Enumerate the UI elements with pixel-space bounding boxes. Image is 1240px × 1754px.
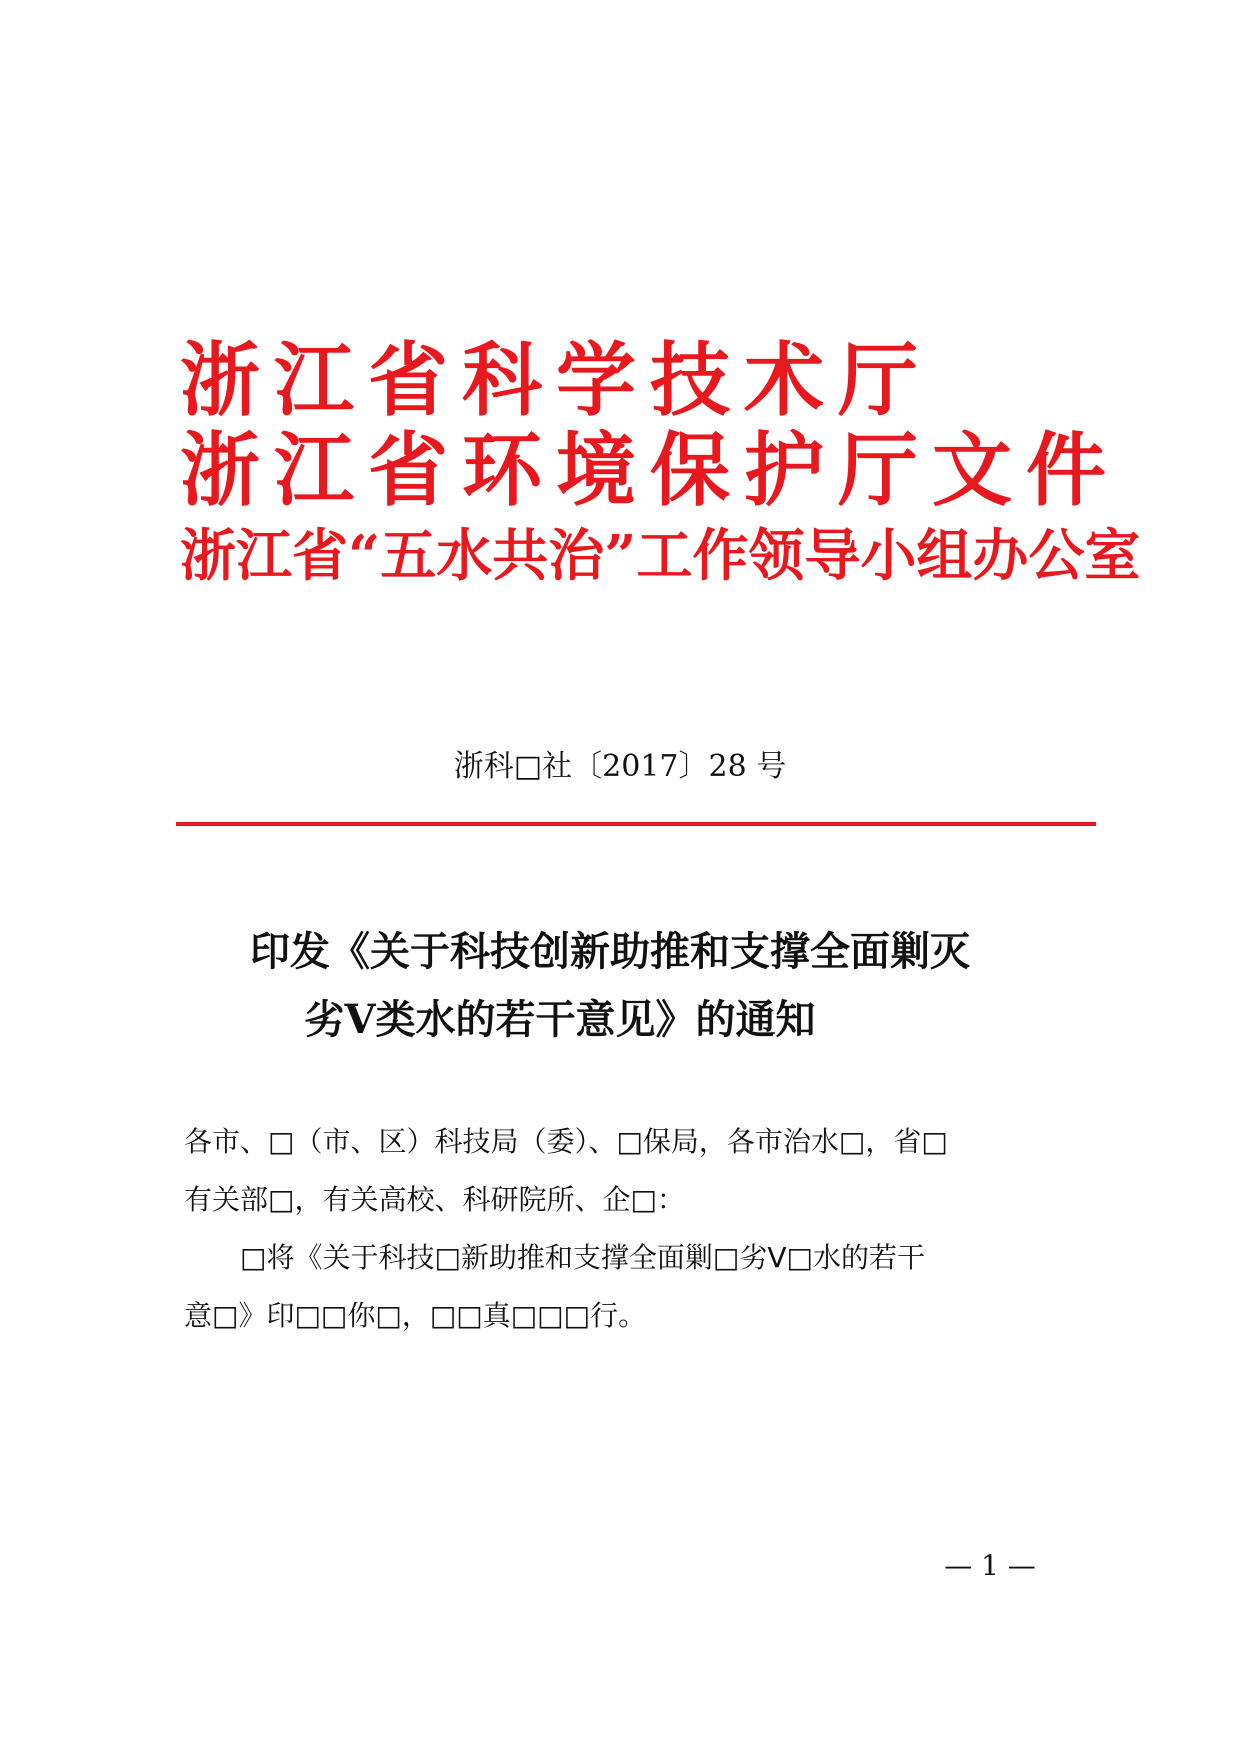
page-number: — 1 — — [944, 1549, 1036, 1582]
issuing-org-line-3: 浙江省“五水共治”工作领导小组办公室 — [180, 523, 1141, 589]
addressee-line-2: 有关部□，有关高校、科研院所、企□： — [184, 1183, 685, 1216]
body-paragraph-line-2: 意□》印□□你□，□□真□□□行。 — [184, 1299, 647, 1332]
notice-title-line-1: 印发《关于科技创新助推和支撑全面剿灭 — [250, 928, 970, 975]
red-divider-line — [176, 822, 1096, 826]
issuing-org-line-2: 浙江省环境保护厅文件 — [180, 423, 1120, 517]
addressee-line-1: 各市、□（市、区）科技局（委）、□保局，各市治水□，省□ — [184, 1125, 948, 1158]
document-number: 浙科□社〔2017〕28 号 — [453, 749, 787, 784]
issuing-org-line-1: 浙江省科学技术厅 — [180, 333, 932, 427]
body-paragraph-line-1: □将《关于科技□新助推和支撑全面剿□劣Ⅴ□水的若干 — [240, 1241, 925, 1274]
notice-title-line-2: 劣Ⅴ类水的若干意见》的通知 — [304, 996, 816, 1043]
